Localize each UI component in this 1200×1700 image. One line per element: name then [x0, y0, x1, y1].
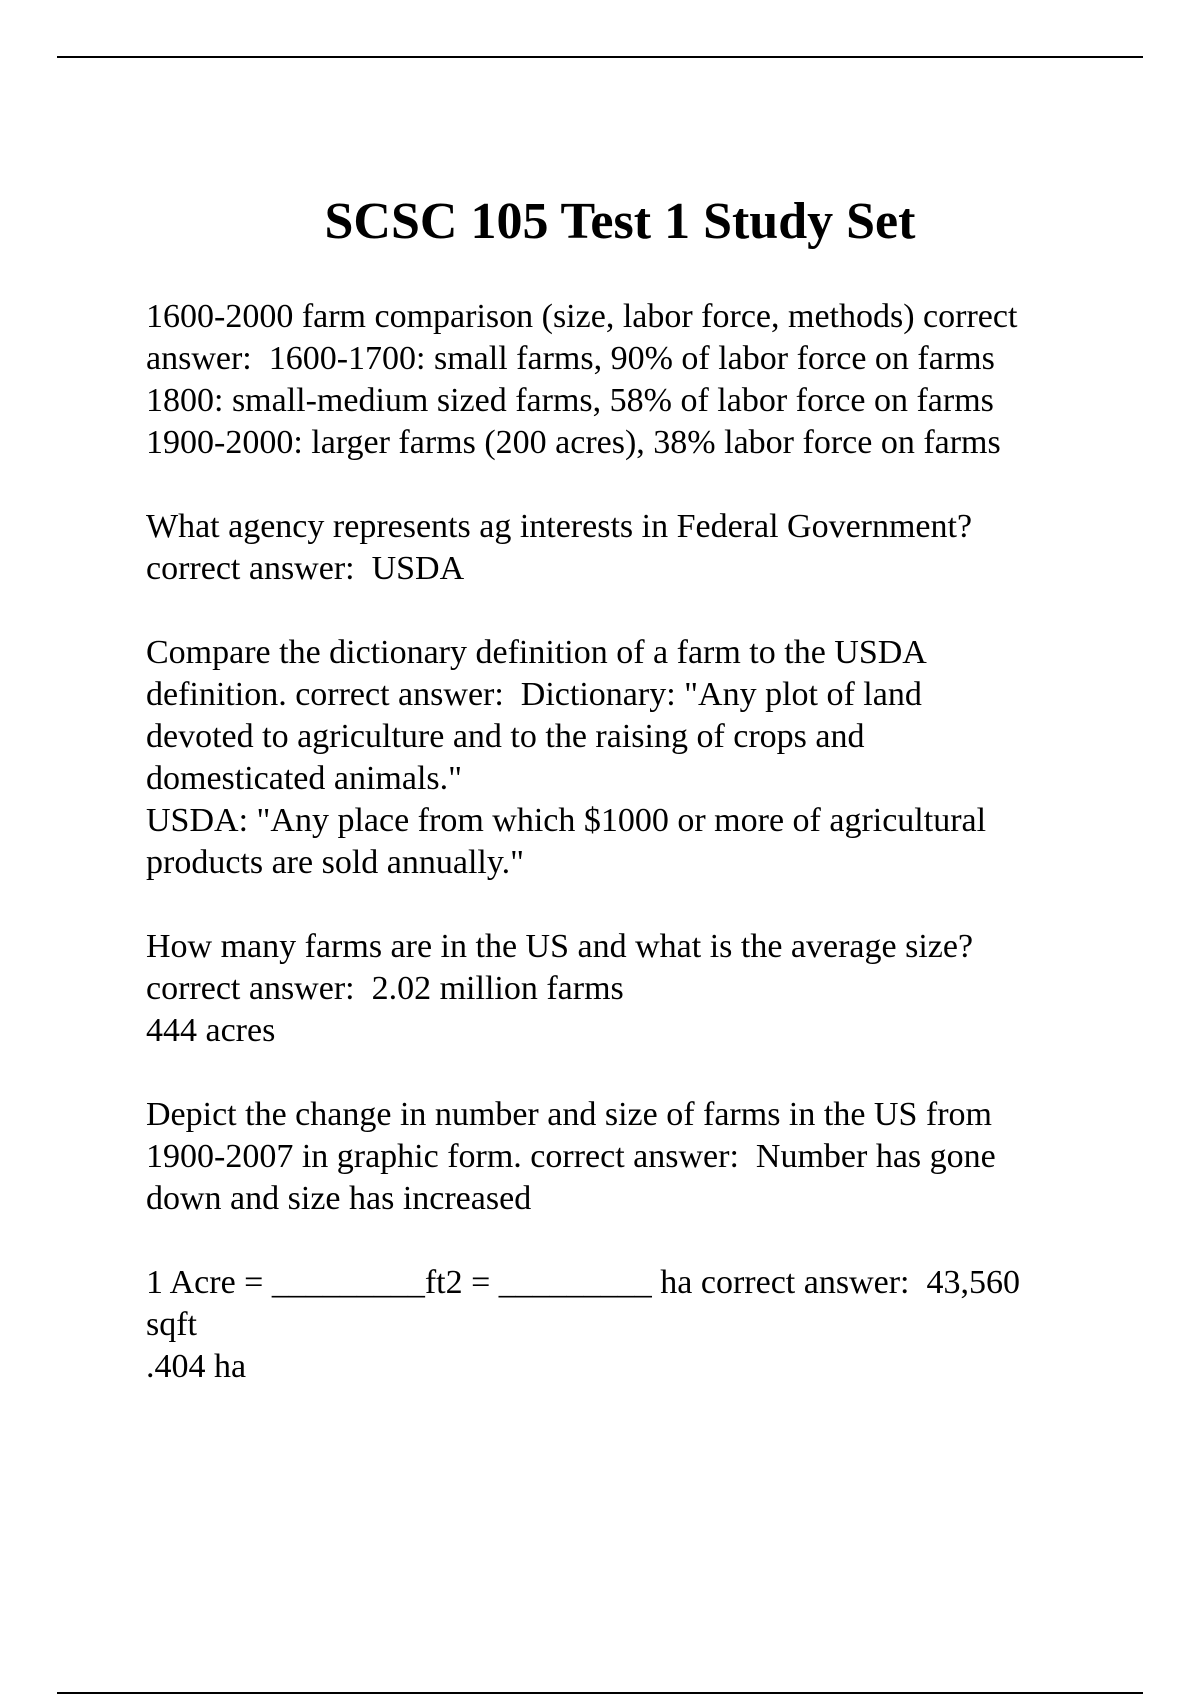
qa-line: correct answer: USDA — [146, 550, 465, 587]
qa-line: What agency represents ag interests in Federal Government? — [146, 508, 973, 545]
qa-item-1 — [146, 296, 1106, 464]
qa-item-5 — [146, 1094, 1106, 1220]
qa-line: 1800: small-medium sized farms, 58% of labor force on farms — [146, 382, 994, 419]
qa-item-3 — [146, 632, 1106, 884]
qa-item-2 — [146, 506, 1106, 590]
qa-line: 1600-2000 farm comparison (size, labor force, methods) correct — [146, 298, 1018, 335]
qa-line: USDA: "Any place from which $1000 or more of agricultural — [146, 802, 987, 839]
qa-line: answer: 1600-1700: small farms, 90% of labor force on farms — [146, 340, 995, 377]
qa-line: Depict the change in number and size of farms in the US from — [146, 1096, 992, 1133]
top-rule — [57, 56, 1143, 58]
bottom-rule — [57, 1692, 1143, 1694]
qa-line: .404 ha — [146, 1348, 247, 1385]
qa-line: How many farms are in the US and what is the average size? — [146, 928, 974, 965]
qa-item-6 — [146, 1262, 1106, 1388]
qa-line: Compare the dictionary definition of a farm to the USDA — [146, 634, 927, 671]
study-set-content — [146, 296, 1106, 1430]
qa-line: definition. correct answer: Dictionary: "Any plot of land — [146, 676, 922, 713]
qa-item-4 — [146, 926, 1106, 1052]
qa-line: domesticated animals." — [146, 760, 463, 797]
qa-line: 444 acres — [146, 1012, 276, 1049]
qa-line: sqft — [146, 1306, 197, 1343]
qa-line: correct answer: 2.02 million farms — [146, 970, 624, 1007]
qa-line: products are sold annually." — [146, 844, 525, 881]
qa-line: devoted to agriculture and to the raising of crops and — [146, 718, 865, 755]
document-title: SCSC 105 Test 1 Study Set — [324, 193, 916, 250]
qa-line: down and size has increased — [146, 1180, 532, 1217]
qa-line: 1 Acre = _________ft2 = _________ ha correct answer: 43,560 — [146, 1264, 1020, 1301]
qa-line: 1900-2007 in graphic form. correct answer: Number has gone — [146, 1138, 996, 1175]
qa-line: 1900-2000: larger farms (200 acres), 38% labor force on farms — [146, 424, 1001, 461]
